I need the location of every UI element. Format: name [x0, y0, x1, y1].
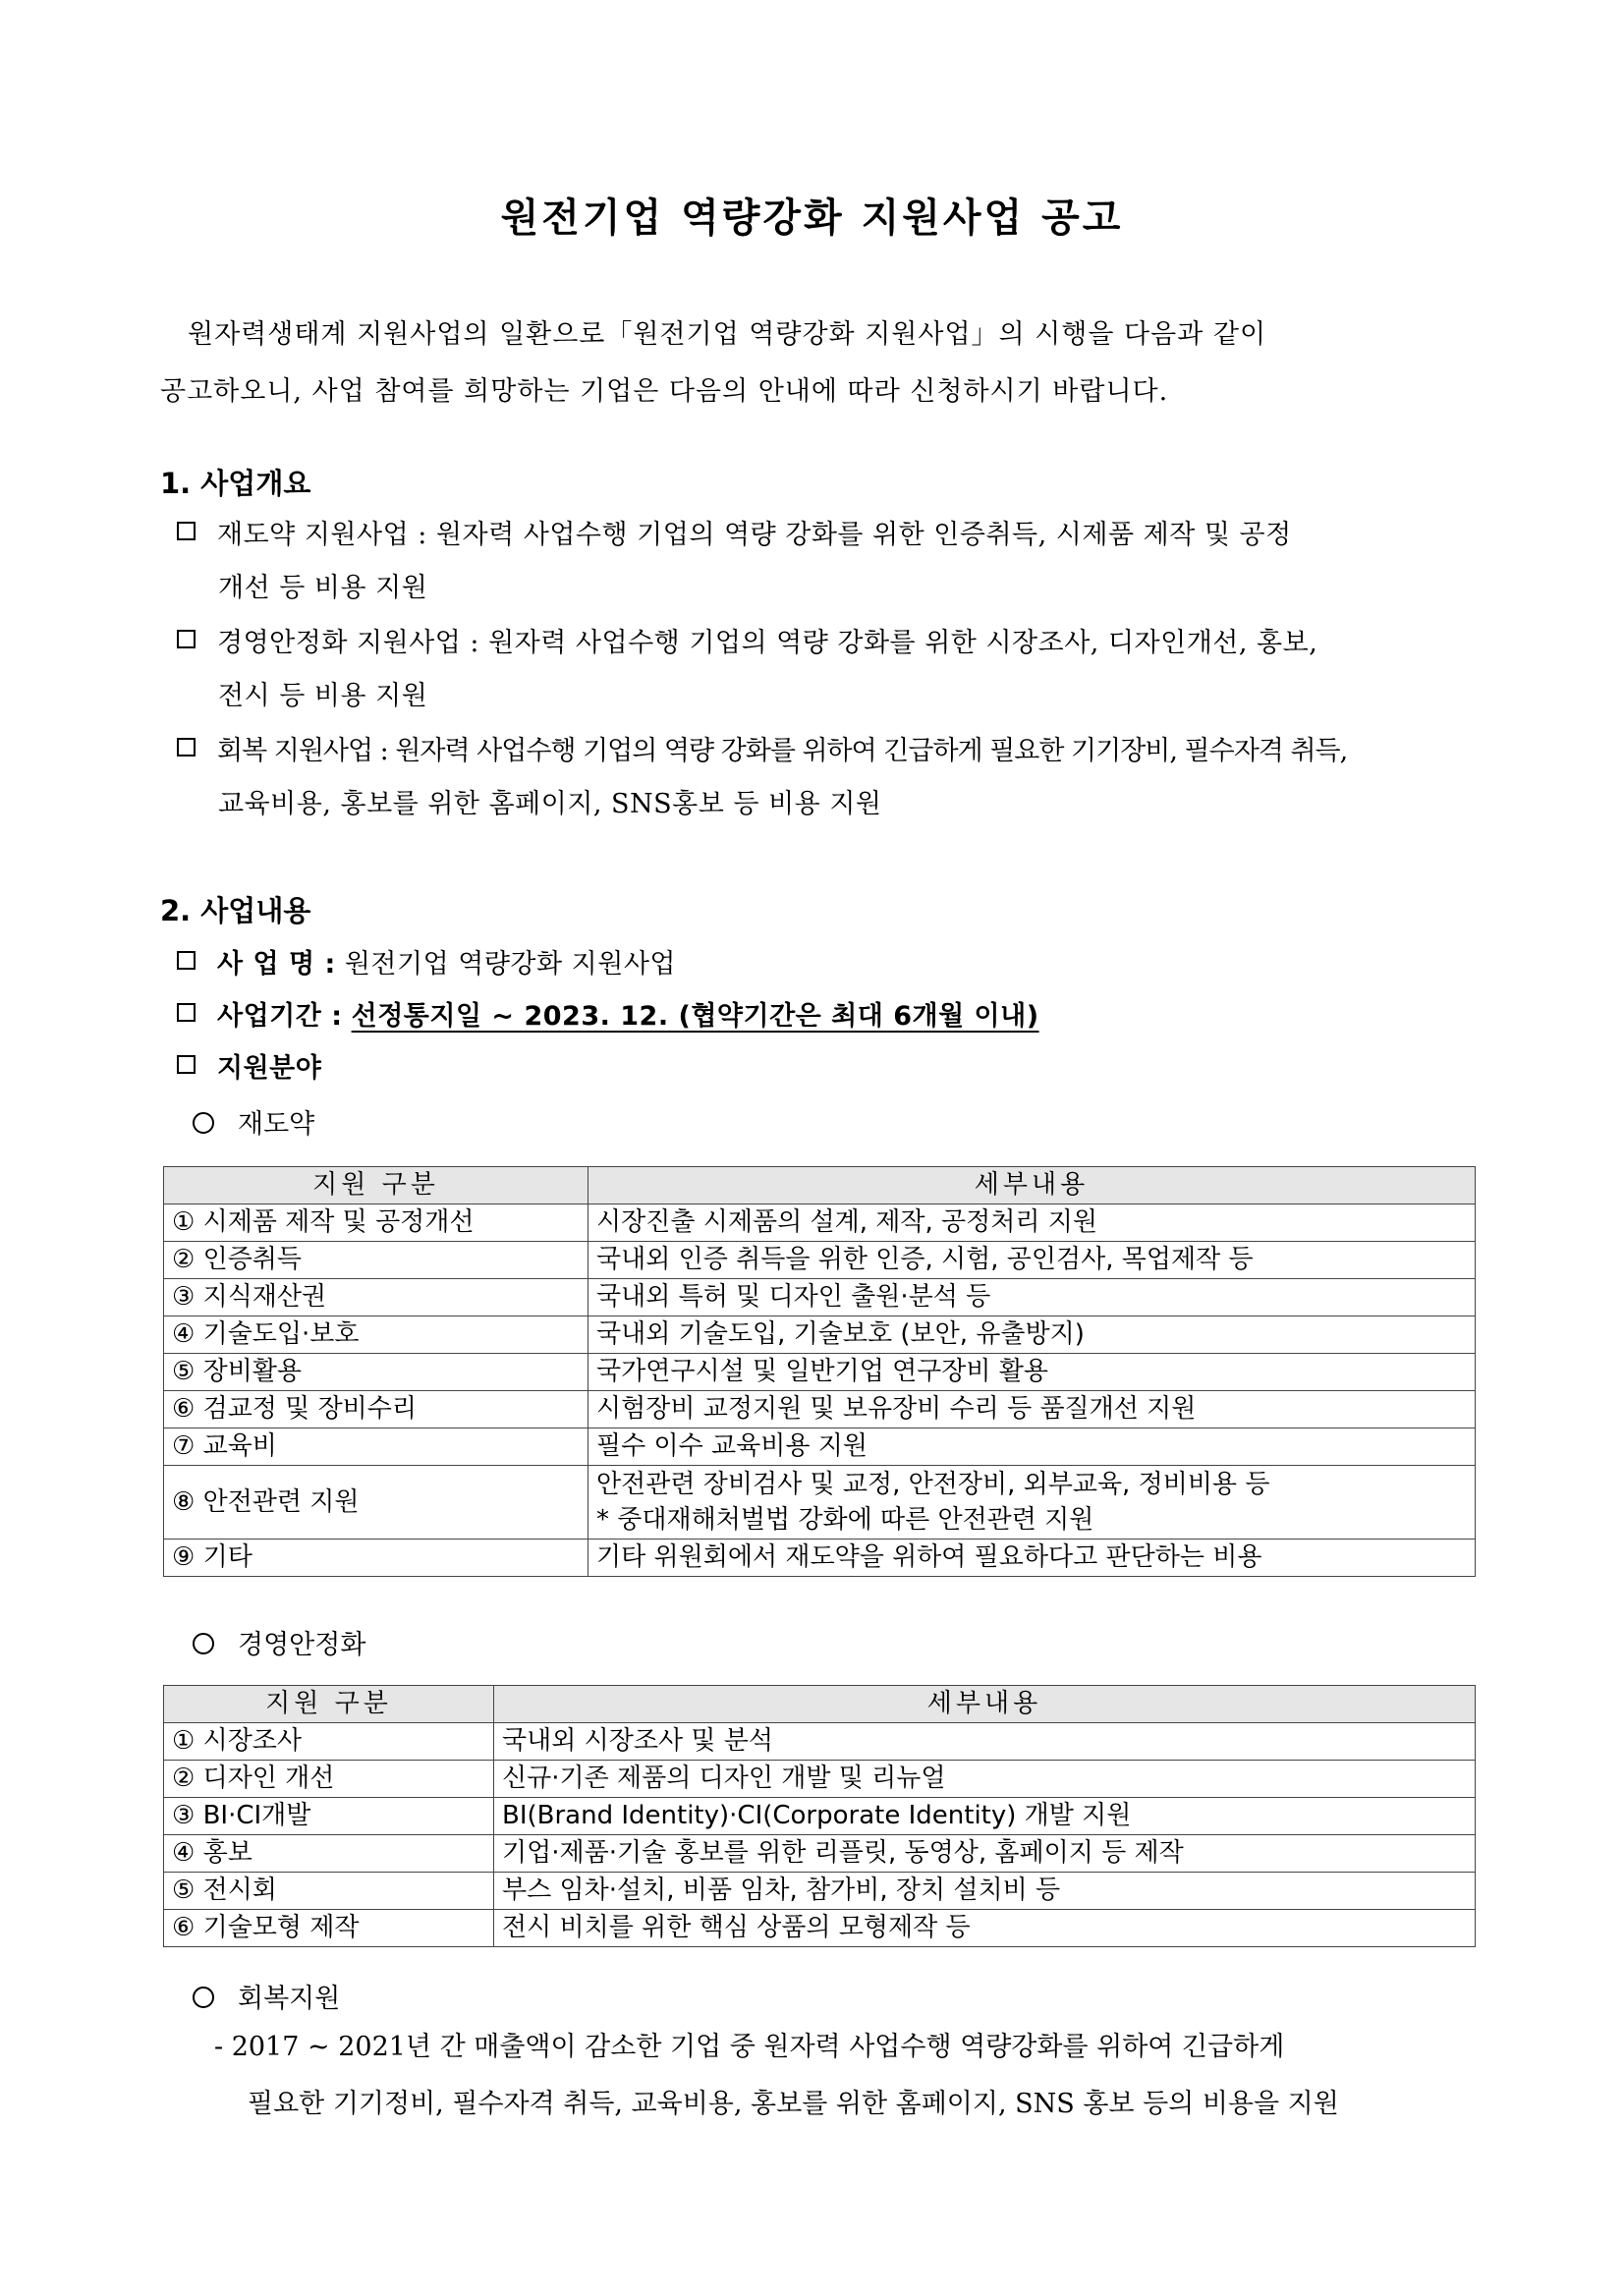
- project-name-row: 사 업 명 : 원전기업 역량강화 지원사업: [177, 938, 1479, 991]
- table-row: ⑤ 전시회 부스 임차·설치, 비품 임차, 참가비, 장치 설치비 등: [164, 1873, 1476, 1910]
- table-row: ④ 홍보 기업·제품·기술 홍보를 위한 리플릿, 동영상, 홈페이지 등 제작: [164, 1835, 1476, 1873]
- support-field-row: 지원분야: [177, 1042, 1479, 1095]
- table-header: 지원 구분: [164, 1167, 588, 1204]
- table-header: 세부내용: [494, 1686, 1476, 1723]
- sub-heading-restart: 재도약: [193, 1102, 314, 1141]
- sub-heading-recovery: 회복지원: [193, 1977, 340, 2015]
- table-row: ② 디자인 개선 신규·기존 제품의 디자인 개발 및 리뉴얼: [164, 1761, 1476, 1798]
- sub-heading-management-stability: 경영안정화: [193, 1623, 365, 1661]
- table-row: ⑧ 안전관련 지원 안전관련 장비검사 및 교정, 안전장비, 외부교육, 정비비용 등 * 중대재해처벌법 강화에 따른 안전관련 지원: [164, 1466, 1476, 1540]
- intro-paragraph: [160, 307, 1477, 420]
- table-row: ③ 지식재산권 국내외 특허 및 디자인 출원·분석 등: [164, 1279, 1476, 1316]
- circle-bullet-icon: [193, 1112, 214, 1134]
- project-period-row: 사업기간 : 선정통지일 ~ 2023. 12. (협약기간은 최대 6개월 이내): [177, 990, 1479, 1043]
- table-row: ④ 기술도입·보호 국내외 기술도입, 기술보호 (보안, 유출방지): [164, 1316, 1476, 1354]
- table-row: ① 시제품 제작 및 공정개선 시장진출 시제품의 설계, 제작, 공정처리 지원: [164, 1204, 1476, 1242]
- circle-bullet-icon: [193, 1633, 214, 1654]
- table-row: ② 인증취득 국내외 인증 취득을 위한 인증, 시험, 공인검사, 목업제작 등: [164, 1242, 1476, 1279]
- checkbox-square-icon: [177, 951, 196, 970]
- overview-item-1: 재도약 지원사업 : 원자력 사업수행 기업의 역량 강화를 위한 인증취득, 시제품 제작 및 공정 개선 등 비용 지원: [177, 509, 1479, 615]
- table-row: ⑤ 장비활용 국가연구시설 및 일반기업 연구장비 활용: [164, 1354, 1476, 1391]
- management-stability-table: [163, 1685, 1476, 1947]
- table-row: ⑥ 기술모형 제작 전시 비치를 위한 핵심 상품의 모형제작 등: [164, 1910, 1476, 1947]
- table-row: ⑥ 검교정 및 장비수리 시험장비 교정지원 및 보유장비 수리 등 품질개선 지원: [164, 1391, 1476, 1428]
- checkbox-square-icon: [177, 630, 196, 648]
- table-header: 지원 구분: [164, 1686, 494, 1723]
- checkbox-square-icon: [177, 738, 196, 756]
- restart-support-table: [163, 1166, 1476, 1577]
- table-header: 세부내용: [588, 1167, 1476, 1204]
- intro-line-1: 원자력생태계 지원사업의 일환으로「원전기업 역량강화 지원사업」의 시행을 다음과 같이: [188, 319, 1267, 350]
- recovery-description: - 2017 ~ 2021년 간 매출액이 감소한 기업 중 원자력 사업수행 역량강화를 위하여 긴급하게 필요한 기기정비, 필수자격 취득, 교육비용, 홍보를 위한 홈페이지, SNS 홍보 등의 비용을 지원: [214, 2032, 1339, 2119]
- section-2-heading: 2. 사업내용: [160, 894, 311, 927]
- overview-item-2: 경영안정화 지원사업 : 원자력 사업수행 기업의 역량 강화를 위한 시장조사, 디자인개선, 홍보, 전시 등 비용 지원: [177, 617, 1479, 723]
- checkbox-square-icon: [177, 522, 196, 540]
- section-1-heading: 1. 사업개요: [160, 467, 311, 500]
- table-row: ⑦ 교육비 필수 이수 교육비용 지원: [164, 1428, 1476, 1466]
- page-title: 원전기업 역량강화 지원사업 공고: [500, 195, 1124, 241]
- table-row: ① 시장조사 국내외 시장조사 및 분석: [164, 1723, 1476, 1761]
- table-row: ③ BI·CI개발 BI(Brand Identity)·CI(Corporate Identity) 개발 지원: [164, 1798, 1476, 1835]
- intro-line-2: 공고하오니, 사업 참여를 희망하는 기업은 다음의 안내에 따라 신청하시기 바랍니다.: [160, 376, 1169, 407]
- overview-item-3: 회복 지원사업 : 원자력 사업수행 기업의 역량 강화를 위하여 긴급하게 필요한 기기장비, 필수자격 취득, 교육비용, 홍보를 위한 홈페이지, SNS홍보 등 비용 지원: [177, 725, 1479, 831]
- checkbox-square-icon: [177, 1055, 196, 1074]
- checkbox-square-icon: [177, 1003, 196, 1022]
- table-row: ⑨ 기타 기타 위원회에서 재도약을 위하여 필요하다고 판단하는 비용: [164, 1540, 1476, 1577]
- circle-bullet-icon: [193, 1987, 214, 2008]
